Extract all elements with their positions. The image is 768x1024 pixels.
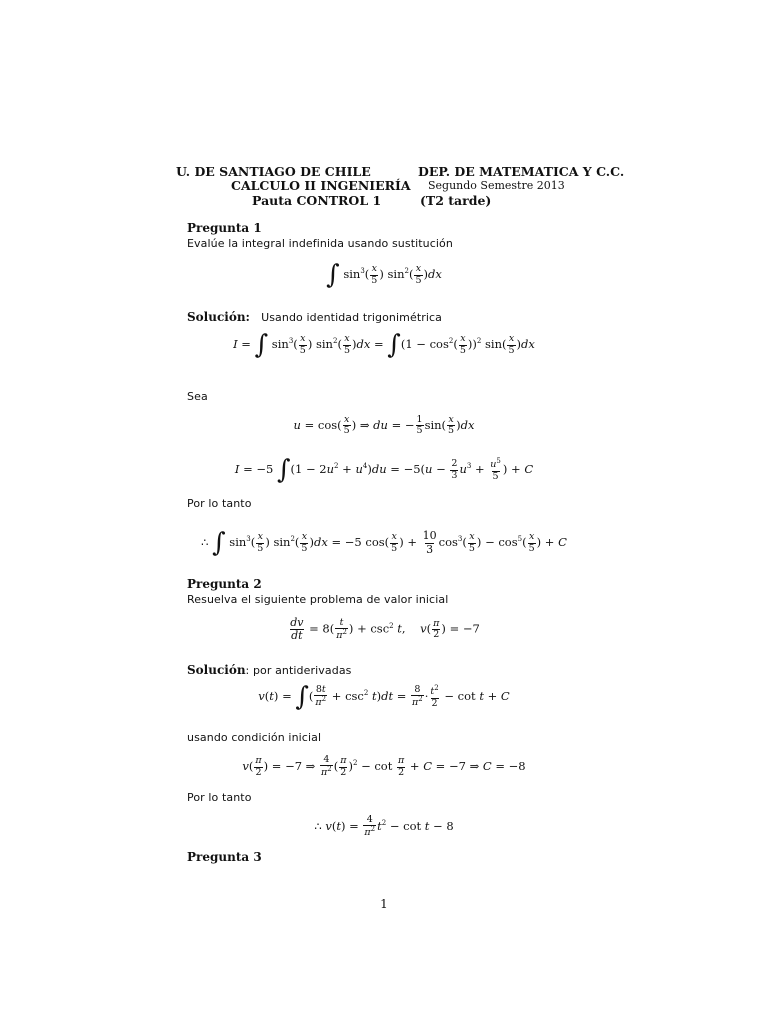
q2-result: ∴ v(t) = $\frac{4}{\pi^2}$ $t^2 - \cot t - 8$ (314, 814, 454, 839)
q2-antiderivative: v(t) = ∫( $\frac{8t}{\pi^2}$ + $\csc^2 t)dt$ = $\frac{8}{\pi^2}$ · $\frac{t^2}{2}$ − cot t + C (258, 682, 510, 712)
exam-title: Pauta CONTROL 1 (252, 193, 382, 208)
q1-substituted-integral: I = −5 $\int(1 - 2u^2 + u^4)du = -5(u$ − $\frac{2}{3}$ $u^3$ + $\frac{u^5}{5}$ ) + C (234, 455, 534, 485)
q2-title: Pregunta 2 (187, 577, 262, 591)
semester: Segundo Semestre 2013 (428, 179, 565, 192)
q1-integral: ∫ $\sin^3$( $\frac{x}{5}$ ) $\sin^2$( $\frac{x}{5}$ )dx (326, 260, 442, 290)
q2-ivp: $\frac{dv}{dt}$ = 8( $\frac{t}{\pi^2}$ ) + $\csc^2 t$, v( $\frac{\pi}{2}$ ) = −7 (290, 616, 480, 643)
q2-initial-condition-label: usando condición inicial (187, 731, 322, 744)
q2-solution-label: Solución (187, 663, 246, 677)
q2-solution-line (187, 659, 352, 678)
q2-statement: Resuelva el siguiente problema de valor inicial (187, 593, 449, 606)
page-number: 1 (380, 897, 388, 911)
q1-title: Pregunta 1 (187, 221, 262, 235)
university-name: U. DE SANTIAGO DE CHILE (176, 164, 371, 179)
q1-identity-equation: I = ∫ $\sin^3$( $\frac{x}{5}$ ) $\sin^2$( $\frac{x}{5}$ )$dx = \int(1 - \cos^2$( $\frac{x}{5}$ ))$^2$ sin( $\frac{x}{5}$ )dx (233, 330, 535, 360)
q1-result: ∴ ∫ $\sin^3$( $\frac{x}{5}$ ) $\sin^2$( $\frac{x}{5}$ )dx = −5 cos( $\frac{x}{5}$ ) + $\frac{10}{3}$ $\cos^3$( $\frac{x}{5}$ ) − $\cos^5$( $\frac{x}{5}$ ) + C (201, 528, 567, 558)
q1-statement: Evalúe la integral indefinida usando sustitución (187, 237, 453, 250)
q1-por-lo-tanto: Por lo tanto (187, 497, 252, 510)
q2-por-lo-tanto: Por lo tanto (187, 791, 252, 804)
department-name: DEP. DE MATEMATICA Y C.C. (418, 164, 625, 179)
q2-solution-text: : por antiderivadas (245, 664, 352, 677)
q1-solution-line (187, 306, 442, 325)
q2-initial-condition: v( $\frac{\pi}{2}$ ) = −7 ⇒ $\frac{4}{\pi^2}$ ( $\frac{\pi}{2}$ )$^2$ − cot $\frac{\pi}{2}$ + C = −7 ⇒ C = −8 (242, 754, 526, 779)
q1-sea: Sea (187, 390, 208, 403)
exam-session: (T2 tarde) (420, 193, 492, 208)
q1-solution-text: Usando identidad trigonimétrica (261, 311, 443, 324)
course-title: CALCULO II INGENIERÍA (231, 178, 411, 193)
q1-solution-label: Solución: (187, 310, 250, 324)
q3-title: Pregunta 3 (187, 850, 262, 864)
q1-substitution: u = cos( $\frac{x}{5}$ ) ⇒ du = − $\frac{1}{5}$ sin( $\frac{x}{5}$ )dx (293, 414, 475, 437)
